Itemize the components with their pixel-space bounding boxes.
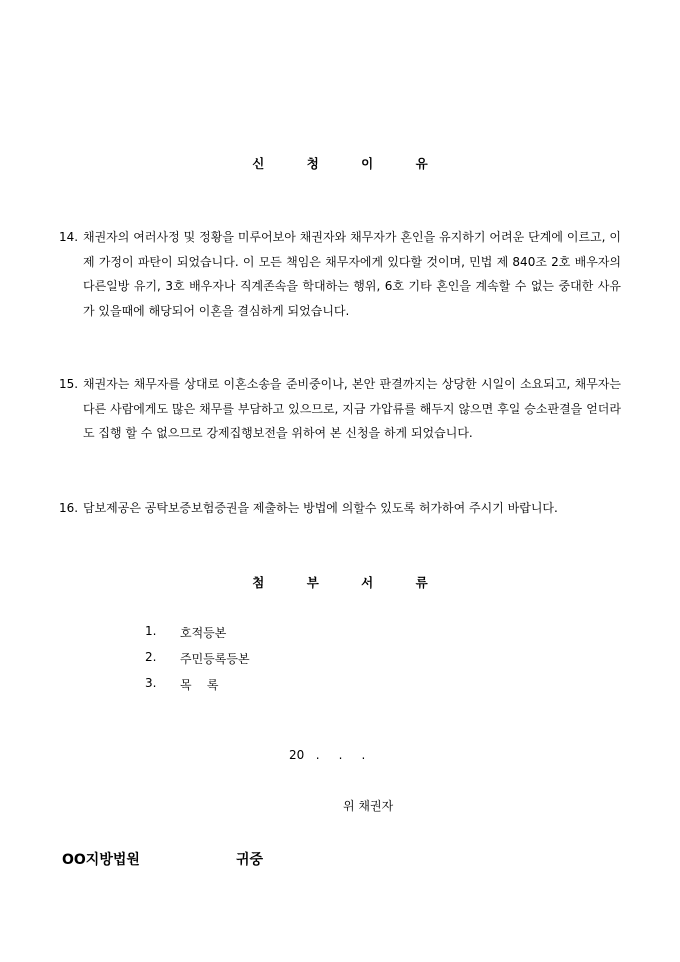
- reason-item-14: [59, 225, 621, 323]
- attachments-heading-char: 첨: [252, 575, 265, 590]
- reason-heading-char: 유: [415, 156, 428, 171]
- item-text: 채권자의 여러사정 및 정황을 미루어보아 채권자와 채무자가 혼인을 유지하기 어려운 단계에 이르고, 이제 가정이 파탄이 되었습니다. 이 모든 책임은 채무자에게 있다할 것이며, 민법 제 840조 2호 배우자의 다른일방 유기, 3호 배우자나 직계존속을 학대하는 행위, 6호 기타 혼인을 계속할 수 없는 중대한 사유가 있을때에 해당되어 이혼을 결심하게 되었습니다.: [83, 230, 621, 318]
- item-text: 채권자는 채무자를 상대로 이혼소송을 준비중이나, 본안 판결까지는 상당한 시일이 소요되고, 채무자는 다른 사람에게도 많은 채무를 부담하고 있으므로, 지금 가압류를 해두지 않으면 후일 승소판결을 얻더라도 집행 할 수 없으므로 강제집행보전을 위하여 본 신청을 하게 되었습니다.: [83, 377, 621, 440]
- attachment-number: 2.: [145, 650, 157, 664]
- attachment-text: 주민등록등본: [180, 652, 250, 666]
- date-line: 20 . . .: [289, 748, 366, 762]
- honorific: 귀중: [236, 852, 264, 868]
- reason-heading: [0, 154, 680, 172]
- attachments-heading-char: 부: [306, 575, 319, 590]
- attachments-heading-char: 류: [415, 575, 428, 590]
- item-number: 15.: [59, 377, 79, 391]
- reason-item-15: [59, 372, 621, 446]
- attachment-text: 호적등본: [180, 626, 227, 640]
- item-number: 14.: [59, 230, 79, 244]
- reason-heading-char: 이: [361, 156, 374, 171]
- attachments-heading-char: 서: [361, 575, 374, 590]
- attachment-number: 1.: [145, 624, 157, 638]
- reason-heading-char: 청: [306, 156, 319, 171]
- item-text: 담보제공은 공탁보증보험증권을 제출하는 방법에 의할수 있도록 허가하여 주시기 바랍니다.: [83, 501, 558, 515]
- item-number: 16.: [59, 501, 79, 515]
- reason-heading-char: 신: [252, 156, 265, 171]
- court-name: OO지방법원: [62, 852, 140, 868]
- signer-label: 위 채권자: [343, 799, 394, 813]
- attachment-text: 목 록: [180, 678, 219, 692]
- reason-item-16: [59, 496, 621, 521]
- attachment-number: 3.: [145, 676, 157, 690]
- attachments-heading: [0, 573, 680, 591]
